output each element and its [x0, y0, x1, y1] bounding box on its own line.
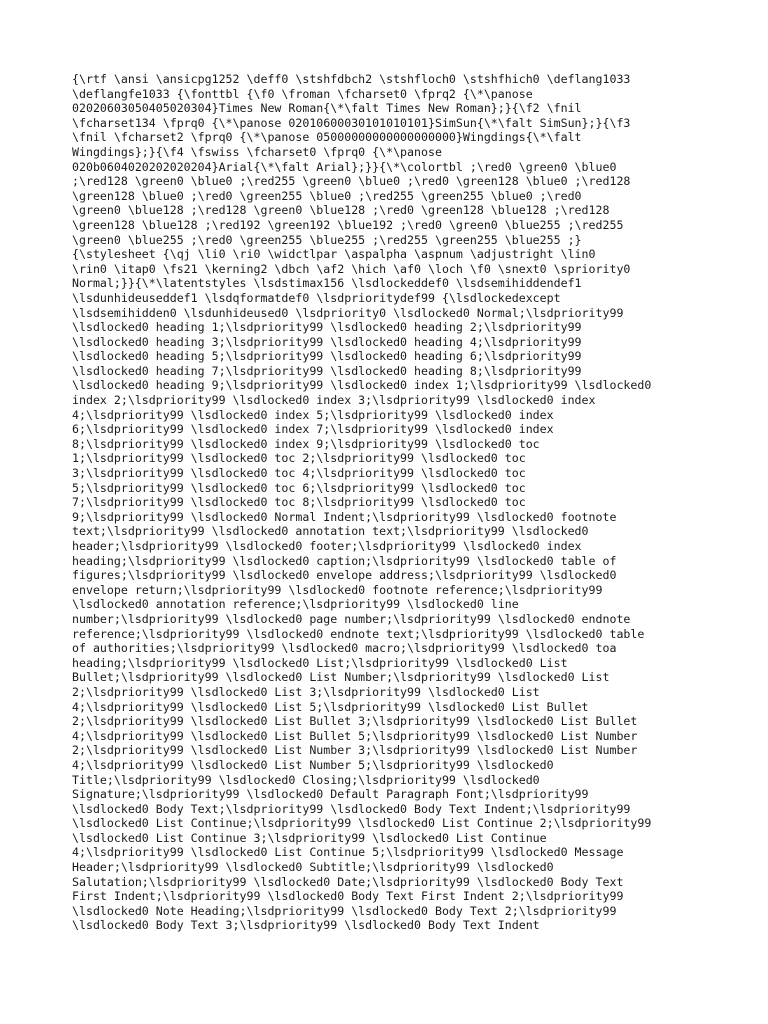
text-line: Normal;}}{\*\latentstyles \lsdstimax156 \lsdlockeddef0 \lsdsemihiddendef1 — [72, 276, 582, 291]
text-line: 2;\lsdpriority99 \lsdlocked0 List Bullet 3;\lsdpriority99 \lsdlocked0 List Bullet — [72, 714, 638, 729]
text-line: \lsdlocked0 List Continue;\lsdpriority99 \lsdlocked0 List Continue 2;\lsdpriority99 — [72, 816, 652, 831]
text-line: \fcharset134 \fprq0 {\*\panose 02010600030101010101}SimSun{\*\falt SimSun};}{\f3 — [72, 115, 631, 130]
text-line: 4;\lsdpriority99 \lsdlocked0 List 5;\lsdpriority99 \lsdlocked0 List Bullet — [72, 699, 589, 714]
text-line: \rin0 \itap0 \fs21 \kerning2 \dbch \af2 \hich \af0 \loch \f0 \snext0 \spriority0 — [72, 261, 631, 276]
text-line: ;\red128 \green0 \blue0 ;\red255 \green0 \blue0 ;\red0 \green128 \blue0 ;\red128 — [72, 174, 631, 189]
text-line: 02020603050405020304}Times New Roman{\*\falt Times New Roman};}{\f2 \fnil — [72, 101, 582, 116]
text-line: \lsdlocked0 List Continue 3;\lsdpriority99 \lsdlocked0 List Continue — [72, 830, 547, 845]
text-line: 2;\lsdpriority99 \lsdlocked0 List 3;\lsdpriority99 \lsdlocked0 List — [72, 684, 540, 699]
text-line: \lsdlocked0 annotation reference;\lsdpriority99 \lsdlocked0 line — [72, 597, 519, 612]
text-line: \lsdlocked0 Body Text;\lsdpriority99 \lsdlocked0 Body Text Indent;\lsdpriority99 — [72, 801, 631, 816]
text-line: \fnil \fcharset2 \fprq0 {\*\panose 05000000000000000000}Wingdings{\*\falt — [72, 130, 582, 145]
text-line: 4;\lsdpriority99 \lsdlocked0 List Continue 5;\lsdpriority99 \lsdlocked0 Message — [72, 845, 624, 860]
text-line: text;\lsdpriority99 \lsdlocked0 annotation text;\lsdpriority99 \lsdlocked0 — [72, 524, 589, 539]
rtf-source-text — [72, 72, 702, 933]
text-line: {\rtf \ansi \ansicpg1252 \deff0 \stshfdbch2 \stshfloch0 \stshfhich0 \deflang1033 — [72, 72, 631, 86]
text-line: \green0 \blue128 ;\red128 \green0 \blue128 ;\red0 \green128 \blue128 ;\red128 — [72, 203, 610, 218]
text-line: Header;\lsdpriority99 \lsdlocked0 Subtitle;\lsdpriority99 \lsdlocked0 — [72, 860, 554, 875]
text-line: \lsdlocked0 heading 1;\lsdpriority99 \lsdlocked0 heading 2;\lsdpriority99 — [72, 320, 582, 335]
text-line: 4;\lsdpriority99 \lsdlocked0 List Number 5;\lsdpriority99 \lsdlocked0 — [72, 757, 554, 772]
text-line: Title;\lsdpriority99 \lsdlocked0 Closing;\lsdpriority99 \lsdlocked0 — [72, 772, 540, 787]
text-line: \lsdlocked0 heading 3;\lsdpriority99 \lsdlocked0 heading 4;\lsdpriority99 — [72, 334, 582, 349]
text-line: \green128 \blue0 ;\red0 \green255 \blue0 ;\red255 \green255 \blue0 ;\red0 — [72, 188, 582, 203]
text-line: \lsdlocked0 heading 9;\lsdpriority99 \lsdlocked0 index 1;\lsdpriority99 \lsdlocked0 — [72, 378, 652, 393]
text-line: Wingdings};}{\f4 \fswiss \fcharset0 \fprq0 {\*\panose — [72, 144, 442, 159]
text-line: 2;\lsdpriority99 \lsdlocked0 List Number 3;\lsdpriority99 \lsdlocked0 List Number — [72, 743, 638, 758]
text-line: \lsdunhideuseddef1 \lsdqformatdef0 \lsdprioritydef99 {\lsdlockedexcept — [72, 290, 561, 305]
text-line: heading;\lsdpriority99 \lsdlocked0 List;\lsdpriority99 \lsdlocked0 List — [72, 655, 568, 670]
text-line: First Indent;\lsdpriority99 \lsdlocked0 Body Text First Indent 2;\lsdpriority99 — [72, 889, 624, 904]
text-line: \green128 \blue128 ;\red192 \green192 \blue192 ;\red0 \green0 \blue255 ;\red255 — [72, 217, 624, 232]
text-line: heading;\lsdpriority99 \lsdlocked0 caption;\lsdpriority99 \lsdlocked0 table of — [72, 553, 617, 568]
text-line: Signature;\lsdpriority99 \lsdlocked0 Default Paragraph Font;\lsdpriority99 — [72, 787, 589, 802]
text-line: envelope return;\lsdpriority99 \lsdlocked0 footnote reference;\lsdpriority99 — [72, 582, 603, 597]
text-line: 9;\lsdpriority99 \lsdlocked0 Normal Indent;\lsdpriority99 \lsdlocked0 footnote — [72, 509, 617, 524]
text-line: 8;\lsdpriority99 \lsdlocked0 index 9;\lsdpriority99 \lsdlocked0 toc — [72, 436, 540, 451]
text-line: Bullet;\lsdpriority99 \lsdlocked0 List Number;\lsdpriority99 \lsdlocked0 List — [72, 670, 610, 685]
text-line: {\stylesheet {\qj \li0 \ri0 \widctlpar \aspalpha \aspnum \adjustright \lin0 — [72, 247, 596, 262]
text-line: 6;\lsdpriority99 \lsdlocked0 index 7;\lsdpriority99 \lsdlocked0 index — [72, 422, 554, 437]
text-line: \green0 \blue255 ;\red0 \green255 \blue255 ;\red255 \green255 \blue255 ;} — [72, 232, 582, 247]
text-line: reference;\lsdpriority99 \lsdlocked0 endnote text;\lsdpriority99 \lsdlocked0 table — [72, 626, 645, 641]
text-line: 3;\lsdpriority99 \lsdlocked0 toc 4;\lsdpriority99 \lsdlocked0 toc — [72, 466, 526, 481]
text-line: 4;\lsdpriority99 \lsdlocked0 List Bullet 5;\lsdpriority99 \lsdlocked0 List Number — [72, 728, 638, 743]
text-line: \lsdlocked0 heading 7;\lsdpriority99 \lsdlocked0 heading 8;\lsdpriority99 — [72, 363, 582, 378]
text-line: 1;\lsdpriority99 \lsdlocked0 toc 2;\lsdpriority99 \lsdlocked0 toc — [72, 451, 526, 466]
text-line: number;\lsdpriority99 \lsdlocked0 page number;\lsdpriority99 \lsdlocked0 endnote — [72, 611, 631, 626]
text-line: Salutation;\lsdpriority99 \lsdlocked0 Date;\lsdpriority99 \lsdlocked0 Body Text — [72, 874, 624, 889]
text-line: \lsdsemihidden0 \lsdunhideused0 \lsdpriority0 \lsdlocked0 Normal;\lsdpriority99 — [72, 305, 624, 320]
text-line: \lsdlocked0 Note Heading;\lsdpriority99 \lsdlocked0 Body Text 2;\lsdpriority99 — [72, 903, 617, 918]
text-line: \lsdlocked0 heading 5;\lsdpriority99 \lsdlocked0 heading 6;\lsdpriority99 — [72, 349, 582, 364]
text-line: \lsdlocked0 Body Text 3;\lsdpriority99 \lsdlocked0 Body Text Indent — [72, 918, 540, 933]
text-line: 7;\lsdpriority99 \lsdlocked0 toc 8;\lsdpriority99 \lsdlocked0 toc — [72, 495, 526, 510]
text-line: figures;\lsdpriority99 \lsdlocked0 envelope address;\lsdpriority99 \lsdlocked0 — [72, 568, 617, 583]
text-line: 5;\lsdpriority99 \lsdlocked0 toc 6;\lsdpriority99 \lsdlocked0 toc — [72, 480, 526, 495]
text-line: of authorities;\lsdpriority99 \lsdlocked0 macro;\lsdpriority99 \lsdlocked0 toa — [72, 641, 617, 656]
text-line: 4;\lsdpriority99 \lsdlocked0 index 5;\lsdpriority99 \lsdlocked0 index — [72, 407, 554, 422]
text-line: header;\lsdpriority99 \lsdlocked0 footer;\lsdpriority99 \lsdlocked0 index — [72, 539, 582, 553]
text-line: 020b0604020202020204}Arial{\*\falt Arial};}}{\*\colortbl ;\red0 \green0 \blue0 — [72, 159, 617, 174]
text-line: index 2;\lsdpriority99 \lsdlocked0 index 3;\lsdpriority99 \lsdlocked0 index — [72, 393, 596, 408]
text-line: \deflangfe1033 {\fonttbl {\f0 \froman \fcharset0 \fprq2 {\*\panose — [72, 86, 533, 101]
